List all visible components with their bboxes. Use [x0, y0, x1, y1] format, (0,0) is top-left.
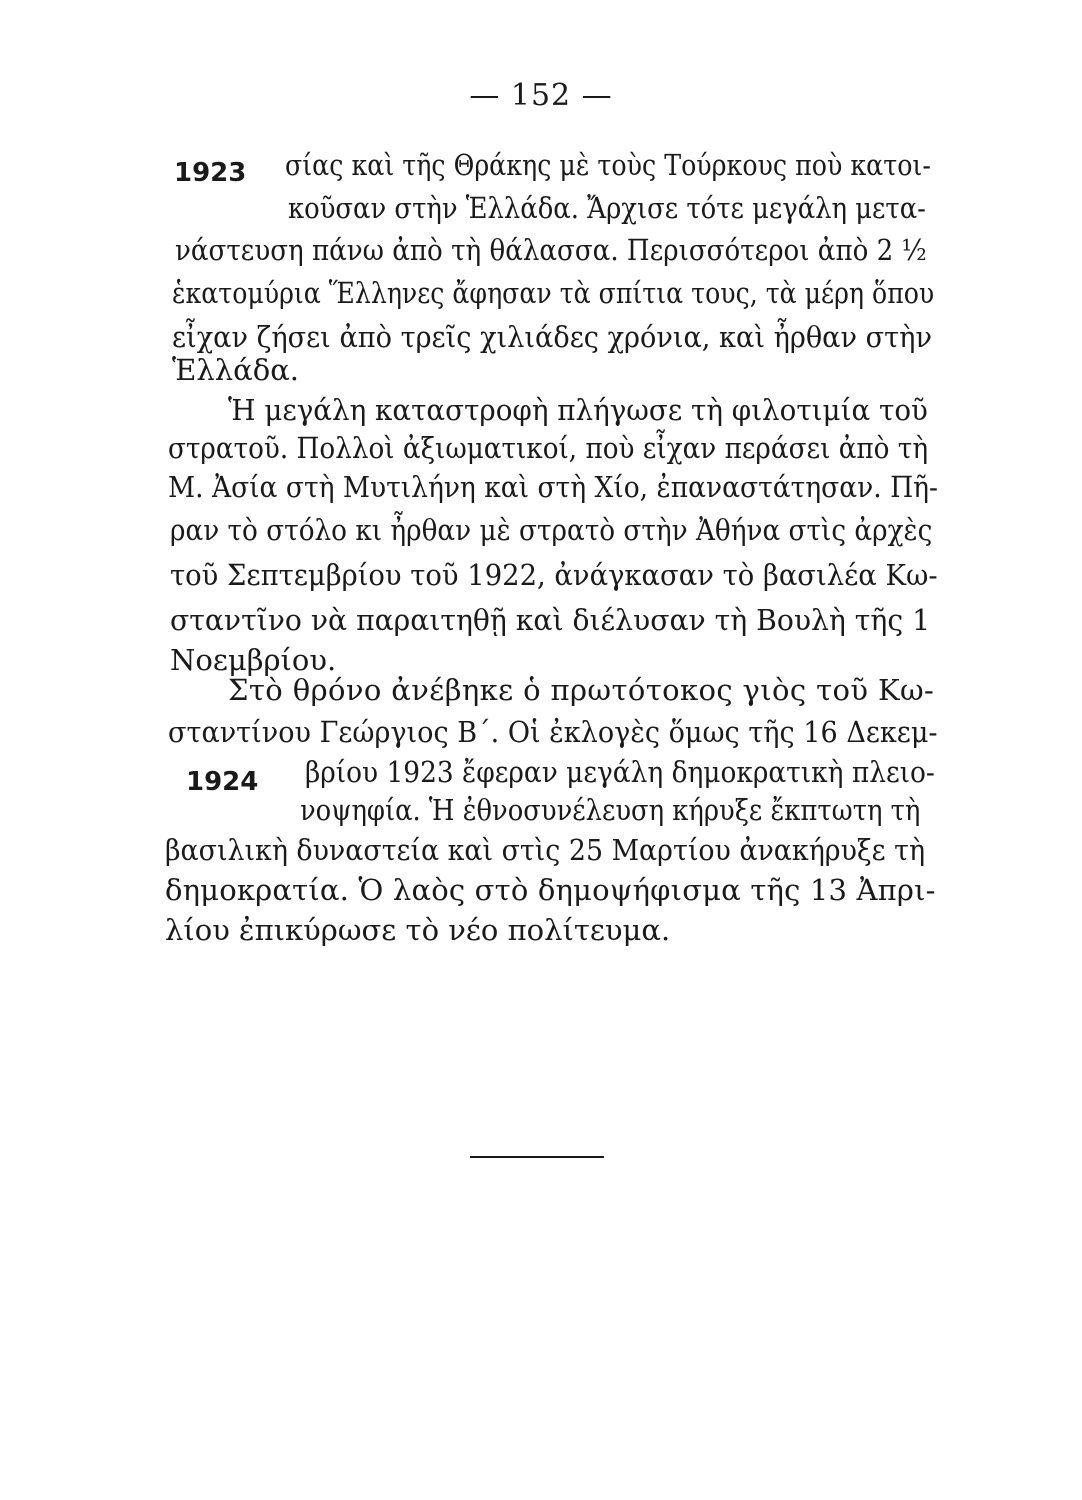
- text-line: κοῦσαν στὴν Ἑλλάδα. Ἄρχισε τότε μεγάλη μετα-: [288, 191, 926, 225]
- text-line: Μ. Ἀσία στὴ Μυτιλήνη καὶ στὴ Χίο, ἐπαναστάτησαν. Πῆ-: [168, 470, 938, 504]
- margin-year-1923: 1923: [174, 158, 247, 188]
- text-line: δημοκρατία. Ὁ λαὸς στὸ δημοψήφισμα τῆς 13 Ἀπρι-: [165, 873, 936, 907]
- text-line: βασιλικὴ δυναστεία καὶ στὶς 25 Μαρτίου ἀνακήρυξε τὴ: [165, 833, 926, 867]
- text-line: ραν τὸ στόλο κι ἦρθαν μὲ στρατὸ στὴν Ἀθήνα στὶς ἀρχὲς: [170, 513, 933, 547]
- text-line: βρίου 1923 ἔφεραν μεγάλη δημοκρατικὴ πλειο-: [305, 755, 935, 789]
- text-line: ἑκατομύρια Ἕλληνες ἄφησαν τὰ σπίτια τους, τὰ μέρη ὅπου: [172, 276, 935, 310]
- text-line: σταντῖνο νὰ παραιτηθῇ καὶ διέλυσαν τὴ Βουλὴ τῆς 1: [170, 603, 931, 637]
- page-number: — 152 —: [469, 78, 613, 113]
- margin-year-1924: 1924: [186, 767, 259, 797]
- text-line: εἶχαν ζήσει ἀπὸ τρεῖς χιλιάδες χρόνια, καὶ ἦρθαν στὴν: [172, 320, 932, 354]
- text-line: λίου ἐπικύρωσε τὸ νέο πολίτευμα.: [165, 913, 671, 947]
- text-line: σταντίνου Γεώργιος Β΄. Οἱ ἐκλογὲς ὅμως τῆς 16 Δεκεμ-: [168, 715, 938, 749]
- text-line: νοψηφία. Ἡ ἐθνοσυνέλευση κήρυξε ἔκπτωτη τὴ: [300, 793, 921, 827]
- text-line: Ἡ μεγάλη καταστροφὴ πλήγωσε τὴ φιλοτιμία τοῦ: [228, 393, 928, 427]
- text-line: σίας καὶ τῆς Θράκης μὲ τοὺς Τούρκους ποὺ κατοι-: [285, 148, 931, 182]
- text-line: Νοεμβρίου.: [170, 643, 337, 677]
- section-divider-rule: [470, 1156, 604, 1158]
- text-line: Στὸ θρόνο ἀνέβηκε ὁ πρωτότοκος γιὸς τοῦ Κω-: [228, 673, 935, 707]
- text-line: νάστευση πάνω ἀπὸ τὴ θάλασσα. Περισσότεροι ἀπὸ 2 ½: [175, 233, 927, 267]
- text-line: τοῦ Σεπτεμβρίου τοῦ 1922, ἀνάγκασαν τὸ βασιλέα Κω-: [170, 558, 938, 592]
- text-line: Ἑλλάδα.: [172, 353, 300, 387]
- text-line: στρατοῦ. Πολλοὶ ἀξιωματικοί, ποὺ εἶχαν περάσει ἀπὸ τὴ: [168, 431, 929, 465]
